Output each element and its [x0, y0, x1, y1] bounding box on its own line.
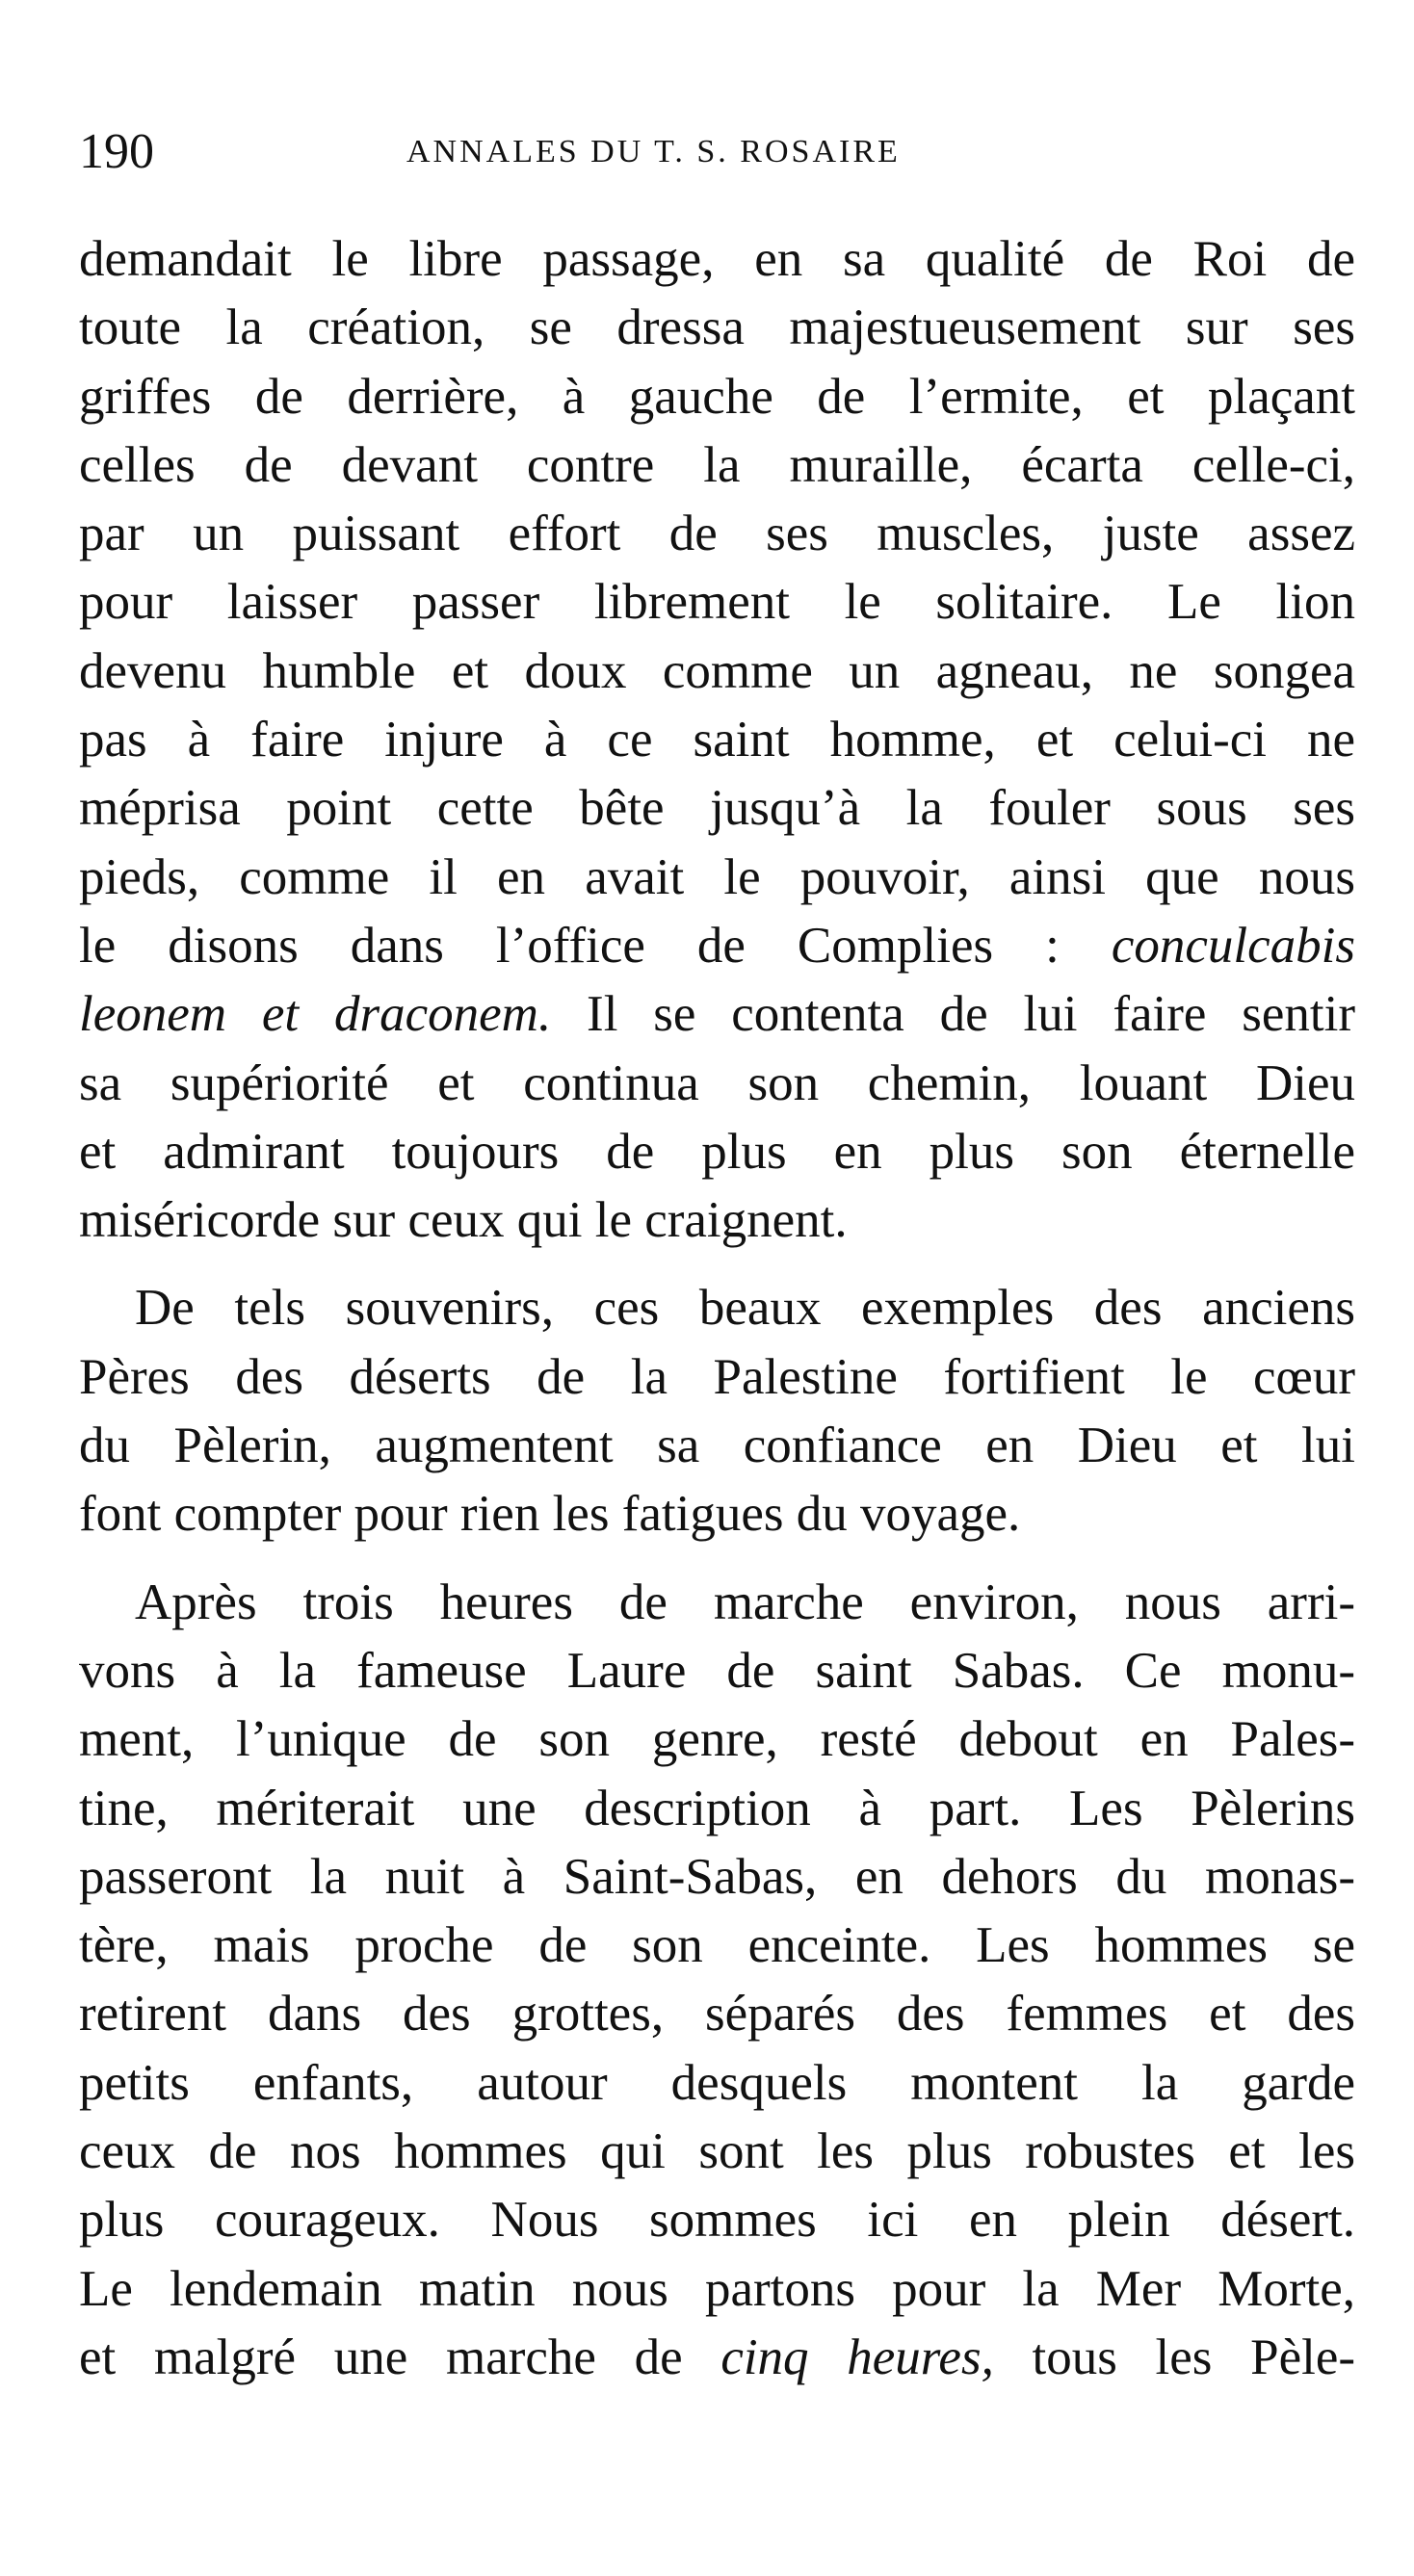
text-line: Après trois heures de marche environ, nous arri- — [135, 1574, 1355, 1630]
text-line: demandait le libre passage, en sa qualité de Roi de — [79, 231, 1355, 287]
text-line: ceux de nos hommes qui sont les plus robustes et les — [79, 2123, 1355, 2180]
text-run: tous les Pèle- — [993, 2329, 1355, 2385]
text-line: par un puissant effort de ses muscles, juste assez — [79, 506, 1355, 562]
text-line: vons à la fameuse Laure de saint Sabas. Ce monu- — [79, 1642, 1355, 1699]
paragraph-2 — [79, 1274, 1355, 1548]
text-line: retirent dans des grottes, séparés des femmes et des — [79, 1986, 1355, 2043]
text-line: tine, mériterait une description à part. Les Pèlerins — [79, 1780, 1355, 1836]
text-line: passeront la nuit à Saint-Sabas, en dehors du monas- — [79, 1848, 1355, 1905]
text-line: plus courageux. Nous sommes ici en plein désert. — [79, 2192, 1355, 2249]
text-line: et admirant toujours de plus en plus son éternelle — [79, 1123, 1355, 1180]
text-run: le disons dans l’office de Complies : — [79, 917, 1112, 974]
text-line — [79, 912, 1355, 980]
text-line: De tels souvenirs, ces beaux exemples des anciens — [135, 1280, 1355, 1337]
paragraph-3 — [79, 1569, 1355, 2393]
text-line: griffes de derrière, à gauche de l’ermite, et plaçant — [79, 368, 1355, 425]
text-line: sa supériorité et continua son chemin, louant Dieu — [79, 1054, 1355, 1111]
text-line — [79, 2324, 1355, 2392]
text-line: miséricorde sur ceux qui le craignent. — [79, 1192, 848, 1249]
text-run: Il se contenta de lui faire sentir — [551, 986, 1355, 1043]
text-line: Pères des déserts de la Palestine fortifient le cœur — [79, 1348, 1355, 1405]
text-line: tère, mais proche de son enceinte. Les hommes se — [79, 1917, 1355, 1974]
book-page — [79, 114, 1355, 2411]
italic-phrase: cinq heures, — [720, 2329, 994, 2385]
text-run: et malgré une marche de — [79, 2329, 721, 2385]
text-line: petits enfants, autour desquels montent la garde — [79, 2054, 1355, 2111]
text-line: font compter pour rien les fatigues du voyage. — [79, 1486, 1021, 1543]
text-line: du Pèlerin, augmentent sa confiance en Dieu et lui — [79, 1418, 1355, 1474]
text-line: toute la création, se dressa majestueusement sur ses — [79, 299, 1355, 356]
latin-quote: leonem et draconem. — [79, 986, 552, 1043]
text-line: pieds, comme il en avait le pouvoir, ainsi que nous — [79, 848, 1355, 905]
text-line: devenu humble et doux comme un agneau, ne songea — [79, 642, 1355, 699]
page-number: 190 — [79, 124, 154, 179]
paragraph-1 — [79, 225, 1355, 1255]
text-line: celles de devant contre la muraille, écarta celle-ci, — [79, 436, 1355, 493]
latin-quote: conculcabis — [1111, 917, 1355, 974]
text-line: méprisa point cette bête jusqu’à la fouler sous ses — [79, 780, 1355, 837]
running-head — [79, 114, 1355, 191]
text-line: pour laisser passer librement le solitaire. Le lion — [79, 574, 1355, 631]
text-line — [79, 980, 1355, 1049]
text-line: pas à faire injure à ce saint homme, et celui-ci ne — [79, 712, 1355, 768]
text-line: ment, l’unique de son genre, resté debout en Pales- — [79, 1711, 1355, 1768]
running-title: ANNALES DU T. S. ROSAIRE — [406, 134, 901, 169]
text-line: Le lendemain matin nous partons pour la Mer Morte, — [79, 2260, 1355, 2317]
